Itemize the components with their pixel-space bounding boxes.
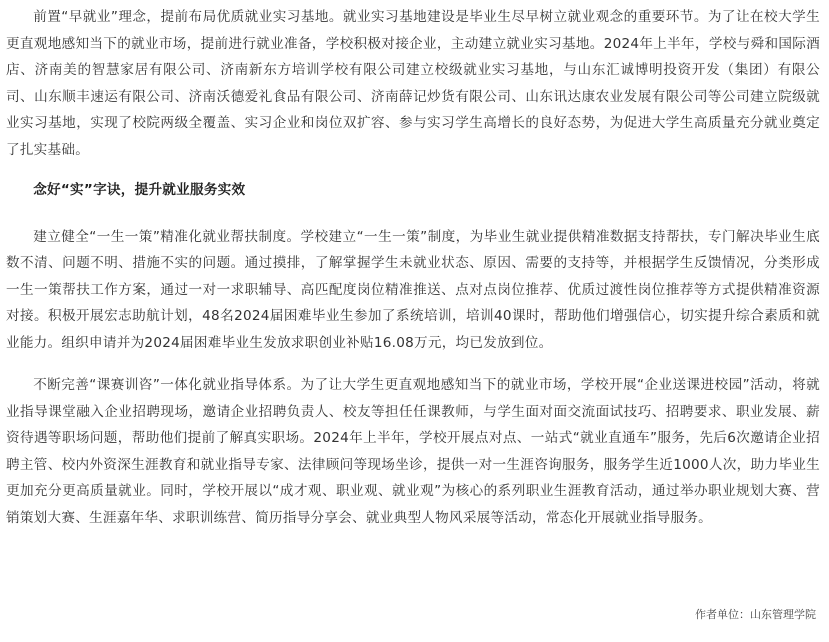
section-heading: 念好“实”字诀，提升就业服务实效 [33, 182, 246, 198]
paragraph-one-student-one-policy: 建立健全“一生一策”精准化就业帮扶制度。学校建立“一生一策”制度，为毕业生就业提供精准数据支持帮扶，专门解决毕业生底数不清、问题不明、措施不实的问题。通过摸排，了解掌握学生未就业状态、原因、需要的支持等，并根据学生反馈情况，分类形成一生一策帮扶工作方案，通过一对一求职辅导、高匹配度岗位精准推送、点对点岗位推荐、优质过渡性岗位推荐等方式提供精准资源对接。积极开展宏志助航计划，48名2024届困难毕业生参加了系统培训，培训40课时，帮助他们增强信心，切实提升综合素质和就业能力。组织申请并为2024届困难毕业生发放求职创业补贴16.08万元，均已发放到位。 [6, 228, 820, 351]
paragraph-guidance-system: 不断完善“课赛训咨”一体化就业指导体系。为了让大学生更直观地感知当下的就业市场，学校开展“企业送课进校园”活动，将就业指导课堂融入企业招聘现场，邀请企业招聘负责人、校友等担任任课教师，与学生面对面交流面试技巧、招聘要求、职业发展、薪资待遇等职场问题，帮助他们提前了解真实职场。2024年上半年，学校开展点对点、一站式“就业直通车”服务，先后6次邀请企业招聘主管、校内外资深生涯教育和就业指导专家、法律顾问等现场坐诊，提供一对一生涯咨询服务，服务学生近1000人次，助力毕业生更加充分更高质量就业。同时，学校开展以“成才观、职业观、就业观”为核心的系列职业生涯教育活动，通过举办职业规划大赛、营销策划大赛、生涯嘉年华、求职训练营、简历指导分享会、就业典型人物风采展等活动，常态化开展就业指导服务。 [6, 377, 820, 526]
article-body [6, 4, 820, 546]
author-unit: 作者单位：山东管理学院 [695, 608, 816, 621]
paragraph-internship-bases: 前置“早就业”理念，提前布局优质就业实习基地。就业实习基地建设是毕业生尽早树立就业观念的重要环节。为了让在校大学生更直观地感知当下的就业市场，提前进行就业准备，学校积极对接企业，主动建立就业实习基地。2024年上半年，学校与舜和国际酒店、济南美的智慧家居有限公司、济南新东方培训学校有限公司建立校级就业实习基地，与山东汇诚博明投资开发（集团）有限公司、山东顺丰速运有限公司、济南沃德爱礼食品有限公司、济南薛记炒货有限公司、山东讯达康农业发展有限公司等公司建立院级就业实习基地，实现了校院两级全覆盖、实习企业和岗位双扩容、参与实习学生高增长的良好态势，为促进大学生高质量充分就业奠定了扎实基础。 [6, 9, 820, 158]
